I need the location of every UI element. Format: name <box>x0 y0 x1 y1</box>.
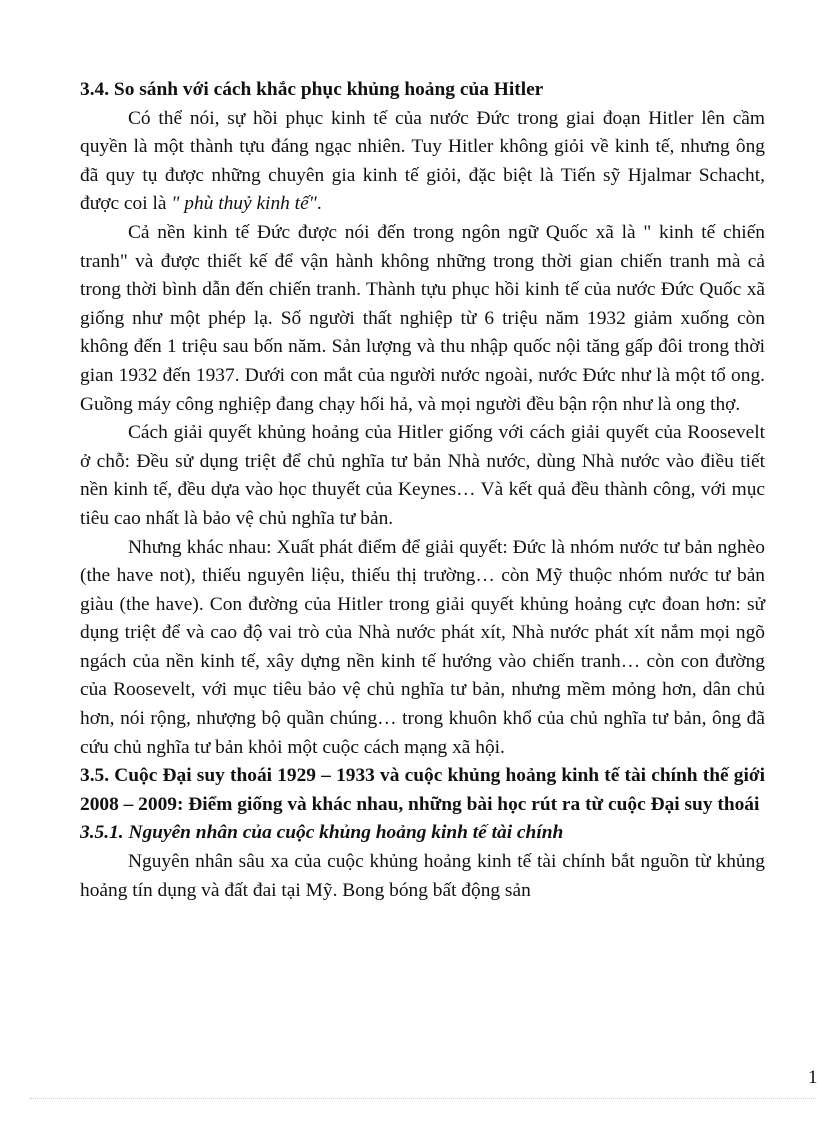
page-number: 1 <box>808 1067 818 1088</box>
paragraph-text-end: . <box>316 193 322 215</box>
section-heading-3-5: 3.5. Cuộc Đại suy thoái 1929 – 1933 và cuộc khủng hoảng kinh tế tài chính thế giới 2008 – 2009: Điểm giống và khác nhau, những bài học rút ra từ cuộc Đại suy thoái <box>80 765 765 815</box>
paragraph-text: Có thể nói, sự hồi phục kinh tế của nước Đức trong giai đoạn Hitler lên cầm quyền là một thành tựu đáng ngạc nhiên. Tuy Hitler không giỏi về kinh tế, nhưng ông đã quy tụ được những chuyên gia kinh tế giỏi, đặc biệt là Tiến sỹ Hjalmar Schacht, được coi là <box>80 107 765 215</box>
paragraph-differences: Nhưng khác nhau: Xuất phát điểm để giải quyết: Đức là nhóm nước tư bản nghèo (the have not), thiếu nguyên liệu, thiếu thị trường… còn Mỹ thuộc nhóm nước tư bản giàu (the have). Con đường của Hitler trong giải quyết khủng hoảng cực đoan hơn: sử dụng triệt để và cao độ vai trò của Nhà nước phát xít, Nhà nước phát xít nắm mọi ngõ ngách của nền kinh tế, xây dựng nền kinh tế hướng vào chiến tranh… còn con đường của Roosevelt, với mục tiêu bảo vệ chủ nghĩa tư bản, nhưng mềm mỏng hơn, dân chủ hơn, nói rộng, nhượng bộ quần chúng… trong khuôn khổ của chủ nghĩa tư bản, ông đã cứu chủ nghĩa tư bản khỏi một cuộc cách mạng xã hội. <box>80 536 765 758</box>
footer-divider <box>30 1098 816 1099</box>
paragraph-war-economy: Cả nền kinh tế Đức được nói đến trong ngôn ngữ Quốc xã là " kinh tế chiến tranh" và được thiết kế để vận hành không những trong thời gian chiến tranh mà cả trong thời bình dẫn đến chiến tranh. Thành tựu phục hồi kinh tế của nước Đức Quốc xã giống như một phép lạ. Số người thất nghiệp từ 6 triệu năm 1932 giảm xuống còn không đến 1 triệu sau bốn năm. Sản lượng và thu nhập quốc nội tăng gấp đôi trong thời gian 1932 đến 1937. Dưới con mắt của người nước ngoài, nước Đức như là một tổ ong. Guồng máy công nghiệp đang chạy hối hả, và mọi người đều bận rộn như là ong thợ. <box>80 221 765 415</box>
paragraph-similarities: Cách giải quyết khủng hoảng của Hitler giống với cách giải quyết của Roosevelt ở chỗ: Đều sử dụng triệt để chủ nghĩa tư bản Nhà nước, dùng Nhà nước vào điều tiết nền kinh tế, đều dựa vào học thuyết của Keynes… Và kết quả đều thành công, với mục tiêu cao nhất là bảo vệ chủ nghĩa tư bản. <box>80 422 765 529</box>
document-page <box>80 76 765 905</box>
paragraph-hitler-recovery <box>80 105 765 219</box>
italic-quote: " phù thuỷ kinh tế" <box>171 193 317 215</box>
section-heading-3-4: 3.4. So sánh với cách khắc phục khủng hoảng của Hitler <box>80 79 544 100</box>
subsection-heading-3-5-1: 3.5.1. Nguyên nhân của cuộc khủng hoảng kinh tế tài chính <box>80 822 564 844</box>
paragraph-crisis-causes: Nguyên nhân sâu xa của cuộc khủng hoảng kinh tế tài chính bắt nguồn từ khủng hoảng tín dụng và đất đai tại Mỹ. Bong bóng bất động sản <box>80 851 765 901</box>
